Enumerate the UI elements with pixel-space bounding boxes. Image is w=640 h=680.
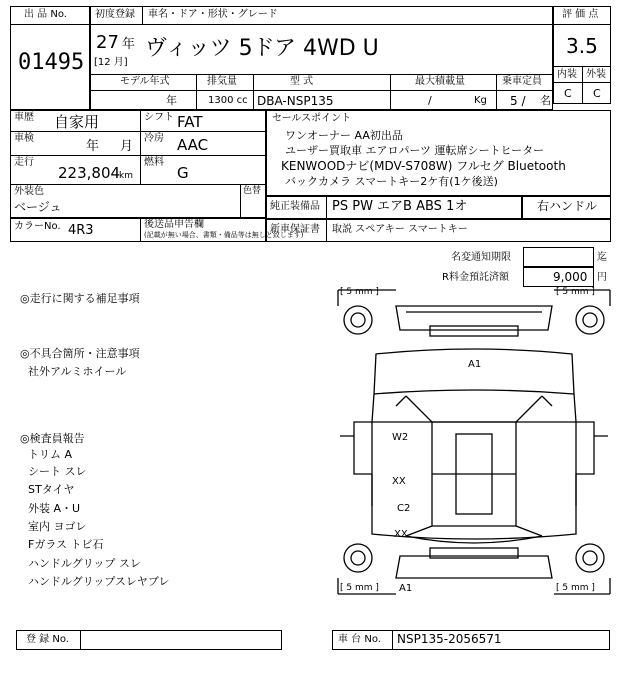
interior-grade: C xyxy=(564,87,572,100)
damage-mark-c2: C2 xyxy=(397,503,411,514)
sales-line-4: バックカメラ スマートキー2ケ有(1ケ後送) xyxy=(285,175,498,188)
model-label: 車名・ドア・形状・グレード xyxy=(148,9,278,20)
recycle-unit: 円 xyxy=(597,272,607,283)
capacity: 5 / xyxy=(510,94,526,108)
inspection-month: 月 xyxy=(120,139,134,154)
driving-notes-title: ◎走行に関する補足事項 xyxy=(20,292,140,305)
reg-month: [12 月] xyxy=(94,57,128,68)
tire-tread-rear-right: [ 5 mm ] xyxy=(556,583,595,593)
capacity-label: 乗車定員 xyxy=(502,76,542,87)
name-change-label: 名変通知期限 xyxy=(451,252,511,263)
damage-mark-xx-2: XX xyxy=(394,529,408,540)
damage-mark-w2: W2 xyxy=(392,432,409,443)
post-doc-note: (記載が無い場合、書類・備品等は無しと致します) xyxy=(144,231,304,239)
displacement-label: 排気量 xyxy=(207,76,237,87)
inspection-year: 年 xyxy=(86,139,100,154)
inspector-line-7: ハンドルグリップ スレ xyxy=(28,557,141,570)
car-name: ヴィッツ 5ドア 4WD U xyxy=(145,36,379,61)
history-label: 車歴 xyxy=(14,112,34,123)
defect-notes-title: ◎不具合箇所・注意事項 xyxy=(20,347,140,360)
sales-line-1: ワンオーナー AA初出品 xyxy=(285,129,403,142)
sales-line-3: KENWOODナビ(MDV-S708W) フルセグ Bluetooth xyxy=(281,159,566,173)
equipment-value: PS PW エアB ABS 1オ xyxy=(332,199,468,214)
warranty-label: 新車保証書 xyxy=(270,224,320,235)
lot-label: 出 品 No. xyxy=(24,9,67,20)
ext-color-value: ベージュ xyxy=(14,200,62,214)
name-change-unit: 迄 xyxy=(597,252,607,263)
shift-label: シフト xyxy=(144,112,174,123)
ext-color-label: 外装色 xyxy=(14,186,44,197)
first-reg-label: 初度登録 xyxy=(95,9,135,20)
damage-mark-a1-bottom: A1 xyxy=(399,583,413,594)
shift-value: FAT xyxy=(177,113,203,131)
defect-line-1: 社外アルミホイール xyxy=(28,365,127,378)
reg-no-label: 登 録 No. xyxy=(26,634,69,645)
ac-label: 冷房 xyxy=(144,133,164,144)
color-no-label: カラーNo. xyxy=(14,221,61,232)
type-label: 型 式 xyxy=(290,76,314,87)
inspector-line-2: シート スレ xyxy=(28,465,87,478)
displacement: 1300 cc xyxy=(208,95,248,106)
recycle-label: R料金預託済額 xyxy=(442,272,509,283)
history-value: 自家用 xyxy=(54,113,100,131)
capacity-unit: 名 xyxy=(540,94,551,107)
recycle-value: 9,000 xyxy=(553,270,588,284)
ac-value: AAC xyxy=(177,136,209,154)
inspection-label: 車検 xyxy=(14,133,34,144)
damage-mark-xx-1: XX xyxy=(392,476,406,487)
chassis-label: 車 台 No. xyxy=(338,634,381,645)
color-change-label: 色替 xyxy=(243,186,262,196)
fuel-label: 燃料 xyxy=(144,157,164,168)
rear-bumper xyxy=(396,548,552,578)
reg-year-unit: 年 xyxy=(122,37,136,52)
mileage-label: 走行 xyxy=(14,157,34,168)
load-unit: Kg xyxy=(474,95,487,106)
max-load-label: 最大積載量 xyxy=(415,76,465,87)
load-slash: / xyxy=(428,94,432,107)
handle-value: 右ハンドル xyxy=(537,199,598,213)
chassis-no: NSP135-2056571 xyxy=(397,632,502,646)
exterior-grade: C xyxy=(593,87,601,100)
car-damage-diagram xyxy=(336,286,612,600)
inspector-line-5: 室内 ヨゴレ xyxy=(28,520,87,533)
post-doc-label: 後送品申告欄 xyxy=(144,219,204,230)
tire-tread-front-right: [ 5 mm ] xyxy=(556,287,595,297)
warranty-value: 取説 スペアキー スマートキー xyxy=(332,224,468,235)
score-value: 3.5 xyxy=(566,34,598,58)
fuel-value: G xyxy=(177,164,189,182)
inspector-line-1: トリム A xyxy=(28,448,73,461)
car-body xyxy=(340,349,608,543)
score-label: 評 価 点 xyxy=(562,9,599,20)
lot-number: 01495 xyxy=(18,50,85,75)
inspector-title: ◎検査員報告 xyxy=(20,432,85,445)
equipment-label: 純正装備品 xyxy=(270,201,320,212)
inspector-line-3: STタイヤ xyxy=(28,483,75,496)
exterior-label: 外装 xyxy=(586,69,606,80)
damage-mark-a1-top: A1 xyxy=(468,359,482,370)
interior-label: 内装 xyxy=(557,69,577,80)
sales-points-label: セールスポイント xyxy=(272,113,352,124)
model-year-label: モデル年式 xyxy=(120,76,170,87)
color-no-value: 4R3 xyxy=(68,223,94,238)
model-year-unit: 年 xyxy=(166,94,177,107)
name-change-box xyxy=(523,247,594,267)
tire-tread-front-left: [ 5 mm ] xyxy=(340,287,379,297)
mileage-unit: km xyxy=(119,171,133,181)
inspector-line-4: 外装 A・U xyxy=(28,502,81,515)
sales-line-2: ユーザー買取車 エアロパーツ 運転席シートヒーター xyxy=(285,144,545,157)
type-code: DBA-NSP135 xyxy=(257,94,334,108)
tire-tread-rear-left: [ 5 mm ] xyxy=(340,583,379,593)
reg-year: 27 xyxy=(96,32,119,53)
wheels xyxy=(344,306,604,572)
inspector-line-6: Fガラス トビ石 xyxy=(28,538,104,551)
front-bumper xyxy=(396,306,552,336)
inspector-line-8: ハンドルグリップスレヤブレ xyxy=(28,575,170,588)
mileage-value: 223,804 xyxy=(58,164,121,182)
